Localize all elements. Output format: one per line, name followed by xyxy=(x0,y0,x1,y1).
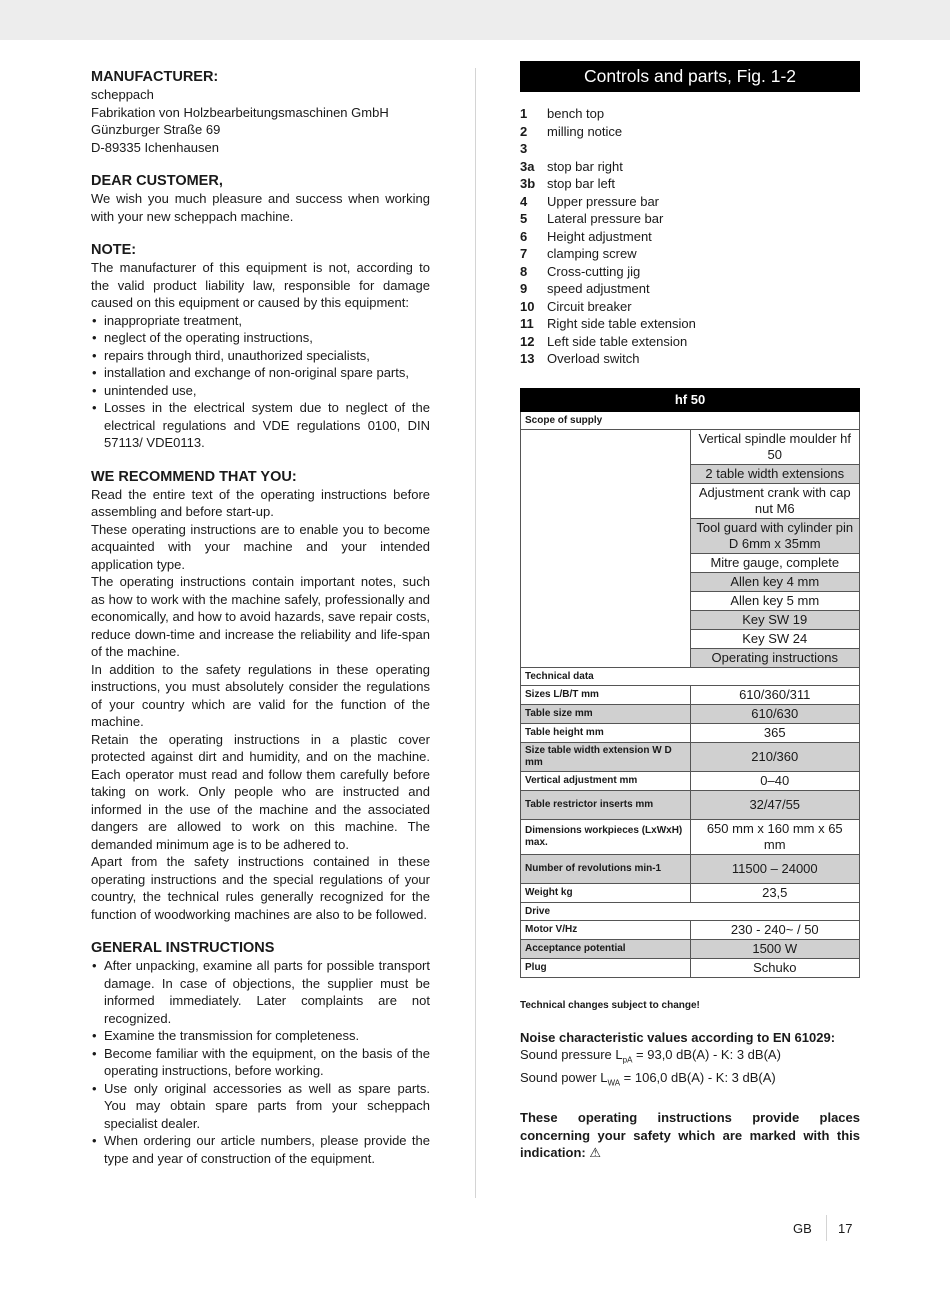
warning-triangle-icon: ⚠ xyxy=(589,1145,601,1161)
scope-item: Tool guard with cylinder pin D 6mm x 35mm xyxy=(690,518,860,553)
tech-row-value: 650 mm x 160 mm x 65 mm xyxy=(690,819,860,854)
part-number: 11 xyxy=(520,316,534,331)
manufacturer-line: Fabrikation von Holzbearbeitungsmaschinen GmbH xyxy=(91,104,389,120)
part-label: Circuit breaker xyxy=(547,298,632,314)
part-item xyxy=(520,315,860,333)
scope-item: Mitre gauge, complete xyxy=(690,553,860,572)
note-list xyxy=(91,312,430,452)
part-item xyxy=(520,123,860,141)
customer-text: We wish you much pleasure and success when working with your new scheppach machine. xyxy=(91,191,430,224)
recommend-paragraph: Apart from the safety instructions contained in these operating instructions and the special regulations of your country, the technical rules generally recognized for the function of woodworking machines are also to be followed. xyxy=(91,854,430,922)
part-label: stop bar right xyxy=(547,158,623,174)
part-number: 12 xyxy=(520,333,535,349)
spec-table xyxy=(520,388,860,978)
scope-item: Operating instructions xyxy=(690,648,860,667)
noise-heading: Noise characteristic values according to EN 61029: xyxy=(520,1029,836,1045)
column-divider xyxy=(475,68,476,1198)
scope-label: Scope of supply xyxy=(521,411,860,429)
part-item xyxy=(520,175,860,193)
safety-text: These operating instructions provide places concerning your safety which are marked with this indication: xyxy=(520,1110,860,1161)
scope-item: 2 table width extensions xyxy=(690,464,860,483)
part-number: 6 xyxy=(520,228,528,244)
sound-power-value: = 106,0 dB(A) - K: 3 dB(A) xyxy=(620,1070,776,1086)
part-label: stop bar left xyxy=(547,176,615,191)
part-label: Right side table extension xyxy=(547,316,696,331)
part-item xyxy=(520,263,860,281)
general-item: • Become familiar with the equipment, on the basis of the operating instructions, before working. xyxy=(91,1045,430,1080)
part-label: Left side table extension xyxy=(547,333,688,349)
part-number: 3 xyxy=(520,141,528,156)
note-heading: NOTE: xyxy=(91,242,137,258)
sound-pressure-sub: pA xyxy=(622,1055,633,1065)
part-item xyxy=(520,105,860,123)
part-label xyxy=(547,140,860,158)
part-number: 10 xyxy=(520,298,535,314)
part-number: 2 xyxy=(520,123,528,139)
general-item: • Examine the transmission for completeness. xyxy=(91,1027,430,1045)
customer-heading: DEAR CUSTOMER, xyxy=(91,173,223,189)
note-item: • unintended use, xyxy=(91,382,430,400)
language-code: GB xyxy=(793,1221,812,1236)
sound-power-label: Sound power L xyxy=(520,1070,608,1086)
controls-banner: Controls and parts, Fig. 1-2 xyxy=(520,61,860,92)
part-number: 3a xyxy=(520,158,535,174)
tech-row-value: 11500 – 24000 xyxy=(690,854,860,883)
tech-row-value: 0–40 xyxy=(690,771,860,790)
manufacturer-line: Günzburger Straße 69 xyxy=(91,122,221,137)
scope-item: Allen key 4 mm xyxy=(690,572,860,591)
part-label: clamping screw xyxy=(547,246,637,261)
part-item xyxy=(520,158,860,176)
parts-list xyxy=(520,105,860,368)
drive-row-value: 230 - 240~ / 50 xyxy=(690,920,860,939)
page-number: 17 xyxy=(838,1221,853,1236)
tech-row-label: Weight kg xyxy=(521,883,691,902)
scope-item: Vertical spindle moulder hf 50 xyxy=(690,429,860,464)
scope-item: Adjustment crank with cap nut M6 xyxy=(690,483,860,518)
tech-data-label: Technical data xyxy=(521,667,860,685)
note-text: The manufacturer of this equipment is not, according to the valid product liability law, responsible for damage caused on this equipment or caused by this equipment: xyxy=(91,260,430,310)
part-item xyxy=(520,333,860,351)
footer-separator xyxy=(826,1215,827,1241)
drive-row-label: Acceptance potential xyxy=(521,939,691,958)
sound-power-sub: WA xyxy=(607,1078,621,1088)
scope-blank-cell xyxy=(521,429,691,667)
part-label: bench top xyxy=(547,106,605,121)
part-item xyxy=(520,245,860,263)
tech-row-label: Table size mm xyxy=(521,704,691,723)
part-label: Lateral pressure bar xyxy=(547,211,664,226)
part-number: 9 xyxy=(520,281,528,296)
part-item xyxy=(520,140,860,158)
recommend-heading: WE RECOMMEND THAT YOU: xyxy=(91,468,297,485)
tech-row-label: Size table width extension W D mm xyxy=(521,742,691,771)
sound-pressure-line xyxy=(520,1046,860,1069)
part-label: Overload switch xyxy=(547,351,640,366)
note-item: • repairs through third, unauthorized specialists, xyxy=(91,347,430,365)
part-number: 1 xyxy=(520,106,528,121)
scope-item: Key SW 24 xyxy=(690,629,860,648)
tech-row-value: 365 xyxy=(690,723,860,742)
part-item xyxy=(520,210,860,228)
recommend-paragraph: Read the entire text of the operating instructions before assembling and before start-up. xyxy=(91,486,430,519)
part-item xyxy=(520,280,860,298)
recommend-section xyxy=(91,468,430,924)
general-section xyxy=(91,939,430,1167)
tech-row-label: Sizes L/B/T mm xyxy=(521,685,691,704)
sound-pressure-value: = 93,0 dB(A) - K: 3 dB(A) xyxy=(632,1047,781,1062)
part-label: speed adjustment xyxy=(547,281,650,296)
left-column xyxy=(91,68,430,1167)
tech-row-label: Table height mm xyxy=(521,723,691,742)
tech-changes-note: Technical changes subject to change! xyxy=(520,999,700,1011)
part-number: 8 xyxy=(520,263,528,279)
safety-note xyxy=(520,1109,860,1162)
part-item xyxy=(520,193,860,211)
note-item: • neglect of the operating instructions, xyxy=(91,329,430,347)
drive-row-value: Schuko xyxy=(690,958,860,977)
general-item: • When ordering our article numbers, please provide the type and year of construction of the equipment. xyxy=(91,1132,430,1167)
manufacturer-line: D-89335 Ichenhausen xyxy=(91,139,219,155)
tech-row-value: 610/360/311 xyxy=(690,685,860,704)
spec-table-header: hf 50 xyxy=(521,388,860,411)
note-item: • inappropriate treatment, xyxy=(91,312,430,330)
tech-row-value: 32/47/55 xyxy=(690,790,860,819)
part-label: Cross-cutting jig xyxy=(547,263,641,279)
general-heading: GENERAL INSTRUCTIONS xyxy=(91,940,275,956)
part-number: 5 xyxy=(520,211,528,226)
general-list xyxy=(91,957,430,1167)
tech-row-label: Number of revolutions min-1 xyxy=(521,854,691,883)
tech-row-label: Table restrictor inserts mm xyxy=(521,790,691,819)
customer-section xyxy=(91,172,430,225)
manufacturer-line: scheppach xyxy=(91,87,154,102)
manufacturer-address xyxy=(91,86,430,156)
tech-row-label: Dimensions workpieces (LxWxH) max. xyxy=(521,819,691,854)
tech-row-value: 210/360 xyxy=(690,742,860,771)
part-number: 3b xyxy=(520,176,536,191)
note-item: • Losses in the electrical system due to neglect of the electrical regulations and VDE regulations 0100, DIN 57113/ VDE0113. xyxy=(91,399,430,452)
drive-row-label: Plug xyxy=(521,958,691,977)
part-item xyxy=(520,350,860,368)
part-label: Height adjustment xyxy=(547,228,652,244)
part-item xyxy=(520,298,860,316)
tech-row-label: Vertical adjustment mm xyxy=(521,771,691,790)
note-section xyxy=(91,241,430,452)
right-column xyxy=(520,61,860,1162)
note-item: • installation and exchange of non-original spare parts, xyxy=(91,364,430,382)
part-label: Upper pressure bar xyxy=(547,193,659,209)
sound-power-line xyxy=(520,1069,860,1092)
part-item xyxy=(520,228,860,246)
recommend-paragraph: These operating instructions are to enable you to become acquainted with your machine and your intended application type. xyxy=(91,521,430,572)
scope-item: Allen key 5 mm xyxy=(690,591,860,610)
drive-row-label: Motor V/Hz xyxy=(521,920,691,939)
top-bar xyxy=(0,0,950,40)
noise-section xyxy=(520,1029,860,1093)
general-item: • Use only original accessories as well as spare parts. You may obtain spare parts from your scheppach specialist dealer. xyxy=(91,1080,430,1133)
drive-row-value: 1500 W xyxy=(690,939,860,958)
sound-pressure-label: Sound pressure L xyxy=(520,1047,623,1062)
tech-row-value: 610/630 xyxy=(690,704,860,723)
part-number: 13 xyxy=(520,351,535,366)
recommend-paragraph: Retain the operating instructions in a plastic cover protected against dirt and humidity, and on the machine. Each operator must read and follow them carefully before taking on work. Only people who are instructed and informed in the use of the machine and the associated dangers are allowed to work on this machine. The demanded minimum age is to be adhered to. xyxy=(91,731,430,852)
drive-label: Drive xyxy=(521,902,860,920)
manufacturer-heading: MANUFACTURER: xyxy=(91,69,219,85)
part-number: 7 xyxy=(520,246,528,261)
part-label: milling notice xyxy=(547,123,623,139)
scope-item: Key SW 19 xyxy=(690,610,860,629)
general-item: • After unpacking, examine all parts for possible transport damage. In case of objections, the supplier must be informed immediately. Later complaints are not recognized. xyxy=(91,957,430,1027)
tech-row-value: 23,5 xyxy=(690,883,860,902)
part-number: 4 xyxy=(520,193,528,209)
recommend-paragraph: In addition to the safety regulations in these operating instructions, you must absolutely consider the regulations of your country which are valid for the function of the machine. xyxy=(91,661,430,729)
recommend-paragraph: The operating instructions contain important notes, such as how to work with the machine safely, professionally and economically, and how to avoid hazards, save repair costs, reduce down-time and increase the reliability and life-span of the machine. xyxy=(91,574,430,659)
